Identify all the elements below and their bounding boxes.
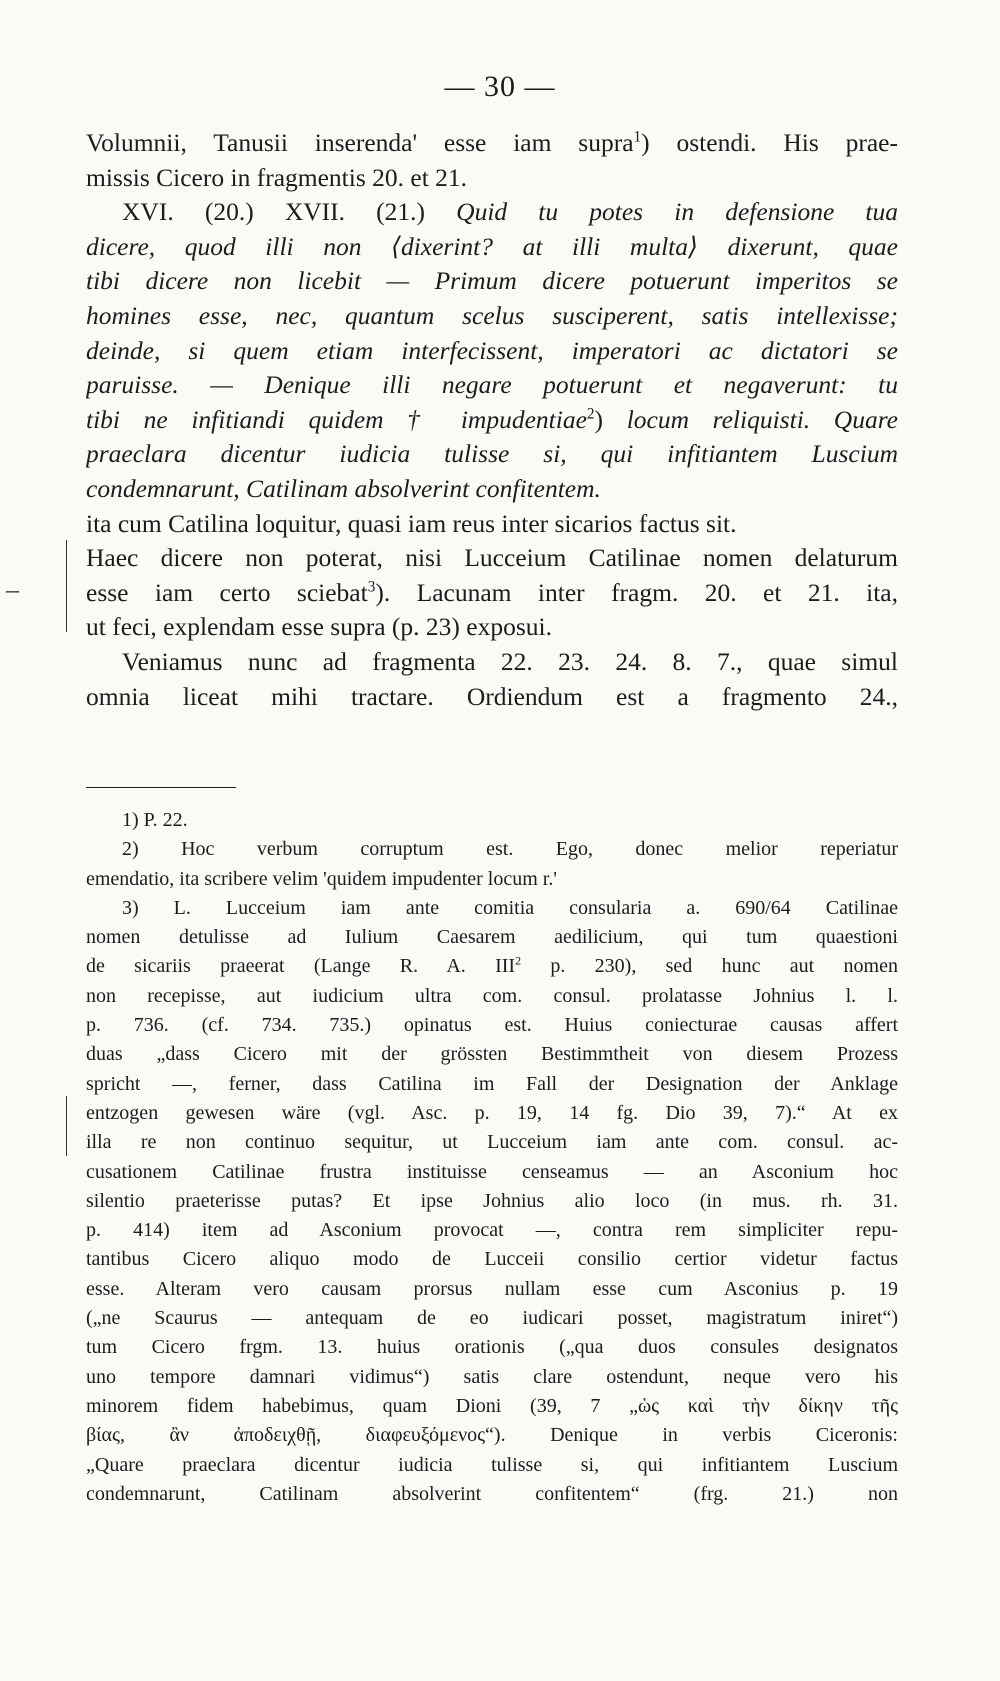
footnote-ref: 2 — [586, 405, 595, 423]
text-segment: tum Cicero frgm. 13. huius orationis („qua duos consules designatos — [86, 1336, 898, 1359]
footnote-ref: 2 — [515, 953, 522, 968]
text-segment: tibi ne infitiandi quidem † impudentiae — [86, 404, 587, 434]
text-segment: ). Lacunam inter fragm. 20. et 21. ita, — [375, 577, 898, 607]
text-segment: („ne Scaurus — antequam de eo iudicari posset, magistratum iniret“) — [86, 1307, 898, 1330]
footnote-line — [86, 1187, 898, 1216]
text-segment: minorem fidem habebimus, quam Dioni (39, 7 „ὡς καὶ τὴν δίκην τῆς — [86, 1394, 898, 1417]
text-segment: Volumnii, Tanusii inserenda' esse iam supra — [86, 128, 634, 157]
text-segment: p. 736. (cf. 734. 735.) opinatus est. Huius coniecturae causas affert — [86, 1014, 898, 1037]
page-number: — 30 — — [444, 70, 556, 103]
body-line — [86, 541, 898, 576]
text-segment: tibi dicere non licebit — Primum dicere potuerunt imperitos se — [86, 266, 898, 296]
text-segment: cusationem Catilinae frustra instituisse censeamus — an Asconium hoc — [86, 1160, 898, 1183]
footnote-line — [86, 865, 898, 894]
text-segment: esse iam certo sciebat — [86, 577, 368, 607]
footnote-line — [86, 806, 898, 835]
body-line — [86, 472, 898, 507]
body-line — [86, 437, 898, 472]
footnote-ref: 3 — [367, 578, 376, 596]
footnote-ref: 1 — [633, 128, 642, 146]
body-line — [86, 680, 898, 715]
text-segment: condemnarunt, Catilinam absolverint confitentem. — [86, 473, 601, 503]
footnote-divider — [86, 787, 236, 788]
text-segment: 3) L. Lucceium iam ante comitia consularia a. 690/64 Catilinae — [122, 896, 898, 919]
text-segment: Quid tu potes in defensione tua — [456, 197, 898, 227]
footnote-line — [86, 1421, 898, 1450]
text-segment: 1) P. 22. — [122, 809, 188, 831]
text-segment: paruisse. — Denique illi negare potuerunt et negaverunt: tu — [86, 370, 898, 400]
body-line — [86, 230, 898, 265]
text-segment: omnia liceat mihi tractare. Ordiendum est a fragmento 24., — [86, 681, 898, 711]
footnote-line — [86, 1363, 898, 1392]
body-line — [86, 299, 898, 334]
text-segment: illa re non continuo sequitur, ut Lucceium iam ante com. consul. ac- — [86, 1131, 898, 1154]
footnote-line — [86, 1158, 898, 1187]
main-text — [86, 126, 898, 714]
text-segment: duas „dass Cicero mit der grössten Bestimmtheit von diesem Prozess — [86, 1043, 898, 1066]
footnote-line — [86, 1099, 898, 1128]
text-segment: emendatio, ita scribere velim 'quidem impudenter locum r.' — [86, 867, 557, 890]
text-segment: ita cum Catilina loquitur, quasi iam reus inter sicarios factus sit. — [86, 508, 737, 538]
footnote-line — [86, 1245, 898, 1274]
text-segment: entzogen gewesen wäre (vgl. Asc. p. 19, 14 fg. Dio 39, 7).“ At ex — [86, 1101, 898, 1124]
text-segment: „Quare praeclara dicentur iudicia tulisse si, qui infitiantem Luscium — [86, 1453, 898, 1476]
text-segment: Veniamus nunc ad fragmenta 22. 23. 24. 8. 7., quae simul — [122, 646, 898, 676]
footnote-line — [86, 1333, 898, 1362]
body-line — [86, 195, 898, 230]
footnote-line — [86, 1011, 898, 1040]
body-line — [86, 645, 898, 680]
footnote-line — [86, 1275, 898, 1304]
text-segment: tantibus Cicero aliquo modo de Lucceii consilio certior videtur factus — [86, 1248, 898, 1271]
text-segment: homines esse, nec, quantum scelus susciperent, satis intellexisse; — [86, 300, 898, 330]
footnote-line — [86, 894, 898, 923]
text-segment: Haec dicere non poterat, nisi Lucceium Catilinae nomen delaturum — [86, 543, 898, 573]
body-line — [86, 610, 898, 645]
body-line — [86, 576, 898, 611]
footnote-line — [86, 1451, 898, 1480]
footnote-line — [86, 923, 898, 952]
text-segment: p. 414) item ad Asconium provocat —, contra rem simpliciter repu- — [86, 1219, 898, 1242]
footnote-line — [86, 1128, 898, 1157]
footnote-line — [86, 1392, 898, 1421]
body-line — [86, 403, 898, 438]
footnote-line — [86, 952, 898, 981]
body-line — [86, 161, 898, 196]
body-line — [86, 126, 898, 161]
footnote-line — [86, 1040, 898, 1069]
footnote-line — [86, 835, 898, 864]
footnote-line — [86, 982, 898, 1011]
text-segment: βίας, ἂν ἀποδειχθῇ, διαφευξόμενος“). Denique in verbis Ciceronis: — [86, 1424, 898, 1447]
margin-bracket-footnote — [66, 1096, 67, 1156]
text-segment: silentio praeterisse putas? Et ipse Johnius alio loco (in mus. rh. 31. — [86, 1189, 898, 1212]
text-segment: deinde, si quem etiam interfecissent, imperatori ac dictatori se — [86, 335, 898, 365]
text-segment: non recepisse, aut iudicium ultra com. consul. prolatasse Johnius l. l. — [86, 984, 898, 1007]
footnote-line — [86, 1304, 898, 1333]
text-segment: ut feci, explendam esse supra (p. 23) exposui. — [86, 612, 552, 642]
text-segment: nomen detulisse ad Iulium Caesarem aedilicium, qui tum quaestioni — [86, 926, 898, 949]
body-line — [86, 264, 898, 299]
footnote-line — [86, 1216, 898, 1245]
text-segment: missis Cicero in fragmentis 20. et 21. — [86, 162, 468, 192]
footnote-line — [86, 1070, 898, 1099]
body-line — [86, 507, 898, 542]
text-segment: praeclara dicentur iudicia tulisse si, qui infitiantem Luscium — [86, 439, 898, 469]
footnotes — [86, 806, 898, 1509]
margin-annotation-mark: – — [6, 575, 19, 604]
text-segment: XVI. (20.) XVII. (21.) — [122, 197, 457, 227]
text-segment: ) — [594, 404, 627, 434]
text-segment: dicere, quod illi non ⟨dixerint? at illi multa⟩ dixerunt, quae — [86, 231, 898, 261]
text-segment: de sicariis praeerat (Lange R. A. III — [86, 955, 516, 978]
text-segment: p. 230), sed hunc aut nomen — [521, 955, 898, 978]
footnote-line — [86, 1480, 898, 1509]
text-segment: esse. Alteram vero causam prorsus nullam esse cum Asconius p. 19 — [86, 1277, 898, 1300]
text-segment: spricht —, ferner, dass Catilina im Fall der Designation der Anklage — [86, 1072, 898, 1095]
body-line — [86, 334, 898, 369]
text-segment: uno tempore damnari vidimus“) satis clare ostendunt, neque vero his — [86, 1365, 898, 1388]
text-segment: ) ostendi. His prae- — [641, 128, 898, 157]
text-segment: 2) Hoc verbum corruptum est. Ego, donec melior reperiatur — [122, 838, 898, 861]
text-segment: locum reliquisti. Quare — [626, 404, 898, 434]
body-line — [86, 368, 898, 403]
margin-bracket — [66, 540, 67, 632]
text-segment: condemnarunt, Catilinam absolverint confitentem“ (frg. 21.) non — [86, 1482, 898, 1505]
